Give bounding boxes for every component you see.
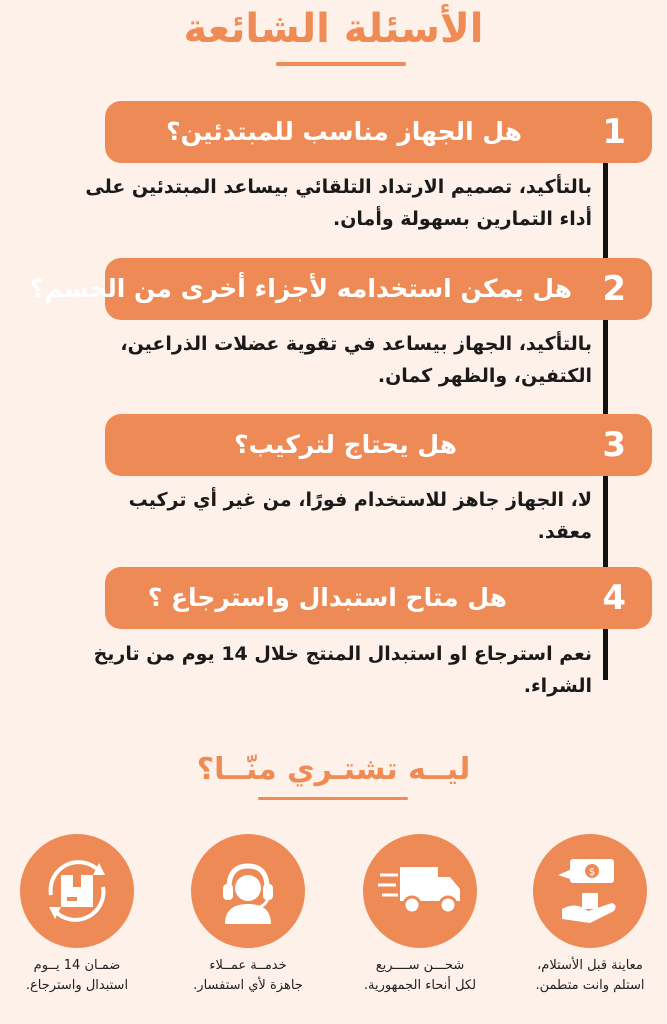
faq-answer: بالتأكيد، الجهاز بيساعد في تقوية عضلات الذراعين، الكتفين، والظهر كمان. <box>120 333 592 387</box>
faq-item-2[interactable] <box>29 258 652 320</box>
faq-question: هل يحتاج لتركيب؟ <box>234 430 457 459</box>
section-title: ليــه تشتـري منّــا؟ <box>196 752 471 787</box>
faq-answer: لا، الجهاز جاهز للاستخدام فورًا، من غير أي تركيب معقد. <box>128 489 592 543</box>
feature-circle <box>533 834 647 948</box>
faq-answer: بالتأكيد، تصميم الارتداد التلقائي بيساعد المبتدئين على أداء التمارين بسهولة وأمان. <box>85 176 592 230</box>
feature-guarantee <box>2 834 152 996</box>
faq-question: هل متاح استبدال واسترجاع ؟ <box>147 583 507 612</box>
faq-question: هل يمكن استخدامه لأجزاء أخرى من الجسم؟ <box>29 274 572 303</box>
feature-text: خدمــة عمــلاء جاهزة لأي استفسار. <box>193 958 303 993</box>
faq-number: 3 <box>602 425 626 465</box>
feature-text: معاينة قبل الأستلام، استلم وانت متطمن. <box>535 958 645 993</box>
feature-circle <box>191 834 305 948</box>
title-underline <box>276 62 406 66</box>
feature-text: ضمـان 14 يــوم استبدال واسترجاع. <box>25 958 129 993</box>
faq-question: هل الجهاز مناسب للمبتدئين؟ <box>166 117 522 146</box>
return-box-icon <box>37 851 117 931</box>
delivery-truck-icon <box>378 861 462 921</box>
faq-number: 4 <box>602 578 626 618</box>
section-underline <box>258 797 408 800</box>
feature-text: شحـــن ســــريع لكل أنحاء الجمهورية. <box>363 958 477 993</box>
feature-shipping <box>345 834 495 996</box>
faq-item-4[interactable] <box>105 567 652 629</box>
faq-number: 2 <box>602 269 626 309</box>
faq-number: 1 <box>602 112 626 152</box>
feature-support <box>173 834 323 996</box>
feature-circle <box>363 834 477 948</box>
headset-support-icon <box>213 856 283 926</box>
svg-text:$: $ <box>588 867 596 878</box>
feature-inspection <box>515 834 665 996</box>
page-title: الأسئلة الشائعة <box>183 6 484 52</box>
cash-hand-icon <box>552 853 628 929</box>
faq-item-1[interactable] <box>105 101 652 163</box>
feature-circle <box>20 834 134 948</box>
faq-item-3[interactable] <box>105 414 652 476</box>
faq-answer: نعم استرجاع او استبدال المنتج خلال 14 يوم من تاريخ الشراء. <box>93 643 592 697</box>
